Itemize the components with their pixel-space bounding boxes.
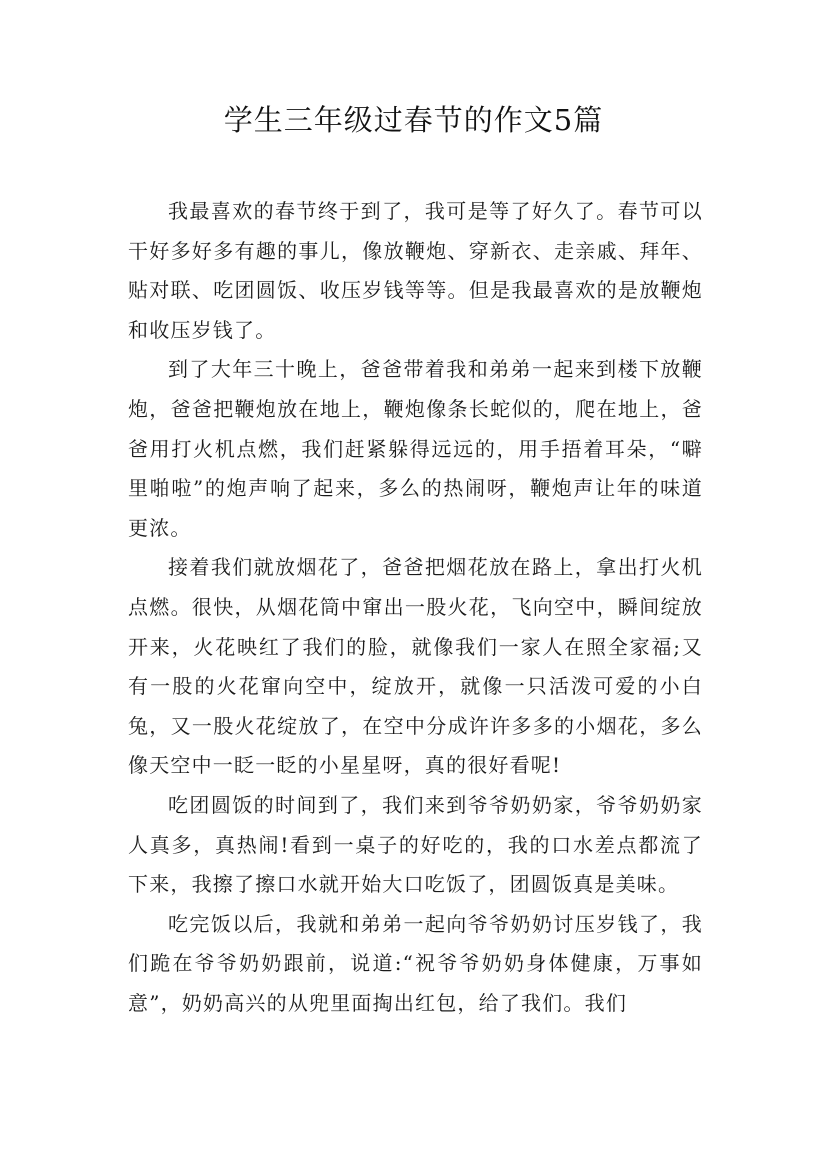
paragraph: 吃团圆饭的时间到了，我们来到爷爷奶奶家，爷爷奶奶家人真多，真热闹!看到一桌子的好吃的，我的口水差点都流了下来，我擦了擦口水就开始大口吃饭了，团圆饭真是美味。: [128, 792, 703, 897]
paragraph: 我最喜欢的春节终于到了，我可是等了好久了。春节可以干好多好多有趣的事儿，像放鞭炮、穿新衣、走亲戚、拜年、贴对联、吃团圆饭、收压岁钱等等。但是我最喜欢的是放鞭炮和收压岁钱了。: [128, 199, 703, 342]
paragraph: 接着我们就放烟花了，爸爸把烟花放在路上，拿出打火机点燃。很快，从烟花筒中窜出一股火花，飞向空中，瞬间绽放开来，火花映红了我们的脸，就像我们一家人在照全家福;又有一股的火花窜向空中，绽放开，就像一只活泼可爱的小白兔，又一股火花绽放了，在空中分成许许多多的小烟花，多么像天空中一眨一眨的小星星呀，真的很好看呢!: [128, 555, 703, 778]
document-body: [128, 192, 703, 1023]
paragraph: 到了大年三十晚上，爸爸带着我和弟弟一起来到楼下放鞭炮，爸爸把鞭炮放在地上，鞭炮像条长蛇似的，爬在地上，爸爸用打火机点燃，我们赶紧躲得远远的，用手捂着耳朵，“噼里啪啦”的炮声响了起来，多么的热闹呀，鞭炮声让年的味道更浓。: [128, 357, 703, 540]
document-title: 学生三年级过春节的作文5篇: [223, 103, 604, 137]
paragraph: 吃完饭以后，我就和弟弟一起向爷爷奶奶讨压岁钱了，我们跪在爷爷奶奶跟前，说道:“祝爷爷奶奶身体健康，万事如意”，奶奶高兴的从兜里面掏出红包，给了我们。我们: [128, 911, 703, 1015]
